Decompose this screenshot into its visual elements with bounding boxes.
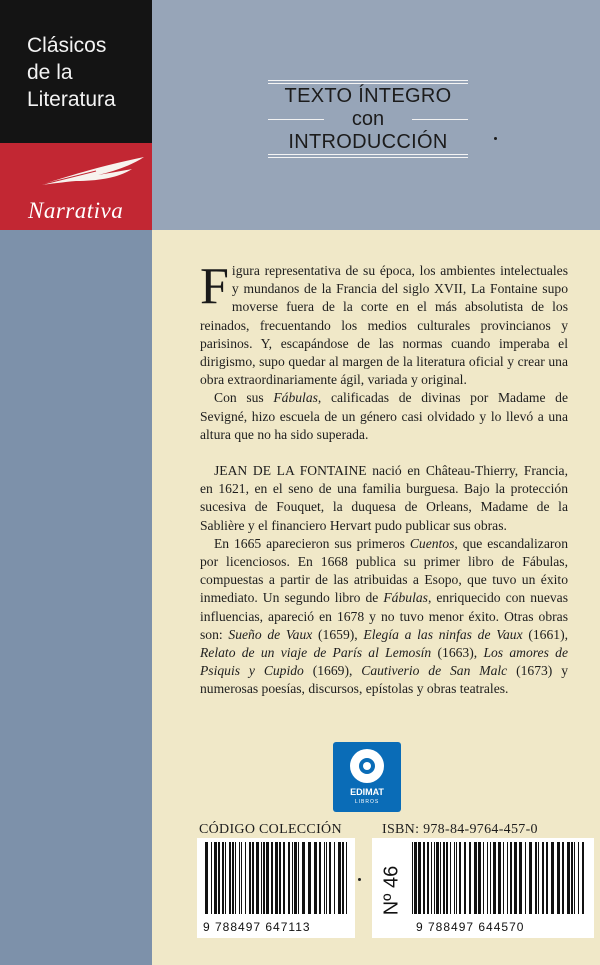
barcode-bar [275,842,278,914]
barcode-bar [525,842,526,914]
bio-paragraph-2: En 1665 aparecieron sus primeros Cuentos, que escandalizaron por licenciosos. En 1668 publica su primer libro de Fábulas, compuestas a partir de las atribuidas a Esopo, que tuvo un éxito inmediato. Un segundo libro de Fábulas, enriquecido con nuevas influencias, apareció en 1678 y no tuvo menor éxito. Otras obras son: Sueño de Vaux (1659), Elegía a las ninfas de Vaux (1661), Relato de un viaje de París al Lemosín (1663), Los amores de Psiquis y Cupido (1669), Cautiverio de San Malc (1673) y numerosas poesías, discursos, epístolas y obras teatrales. [200,535,568,697]
barcode-bar [218,842,220,914]
barcode-bar [225,842,226,914]
barcode-bar [214,842,217,914]
barcode-bar [283,842,285,914]
barcode-bar [329,842,331,914]
barcode-bar [474,842,477,914]
series-title [27,32,147,113]
barcode-bar [507,842,508,914]
stray-mark [358,878,361,881]
barcode-bar [514,842,517,914]
barcode-bar [326,842,327,914]
barcode-bar [546,842,548,914]
collection-code-label: CÓDIGO COLECCIÓN [199,822,342,837]
synopsis-text [200,258,568,699]
barcode-bar [334,842,335,914]
publisher-sub: LIBROS [354,799,380,805]
barcode-bar [487,842,488,914]
quill-icon [36,153,148,189]
barcode-bar [535,842,537,914]
publisher-name: EDIMAT [350,787,384,797]
collection-number: Nº 46 [380,865,403,916]
barcode-bar [557,842,560,914]
barcode-bar [423,842,425,914]
collection-barcode-digits: 9 788497 647113 [203,920,311,934]
barcode-bar [427,842,429,914]
barcode-bar [229,842,231,914]
barcode-bar [205,842,208,914]
barcode-bar [235,842,236,914]
barcode-bar [483,842,484,914]
badge-line1: TEXTO ÍNTEGRO [284,85,452,107]
barcode-bar [418,842,421,914]
barcode-bar [271,842,273,914]
isbn-barcode-digits: 9 788497 644570 [416,920,525,934]
barcode-bar [454,842,455,914]
barcode-bar [338,842,341,914]
barcode-bar [574,842,575,914]
barcode-bar [434,842,435,914]
barcode-bar [542,842,544,914]
barcode-bar [551,842,554,914]
publisher-emblem-icon [350,749,384,783]
badge-bottom-rule [268,154,468,158]
barcode-bar [440,842,441,914]
barcode-bar [308,842,311,914]
barcode-bar [490,842,491,914]
barcode-bar [245,842,246,914]
barcode-bar [294,842,297,914]
barcode-bar [211,842,212,914]
series-title-line2: de la [27,61,73,84]
barcode-bar [252,842,254,914]
barcode-bar [582,842,584,914]
barcode-bar [493,842,496,914]
barcode-bar [292,842,293,914]
series-title-line1: Clásicos [27,34,107,57]
barcode-bar [450,842,451,914]
barcode-bar [266,842,269,914]
barcode-bar [249,842,251,914]
barcode-bar [498,842,501,914]
barcode-bar [478,842,481,914]
barcode-bar [414,842,417,914]
barcode-bar [529,842,532,914]
badge-line2: con [268,108,468,130]
barcode-bar [261,842,262,914]
genre-label: Narrativa [28,198,124,223]
barcode-bar [302,842,305,914]
barcode-bar [567,842,570,914]
stray-dot [494,137,497,140]
synopsis-paragraph-2: Con sus Fábulas, calificadas de divinas por Madame de Sevigné, hizo escuela de un género casi olvidado y lo llevó a una altura que no ha sido superada. [200,390,568,442]
barcode-bar [314,842,317,914]
barcode-bar [279,842,281,914]
barcode-bar [571,842,573,914]
barcode-bar [538,842,539,914]
isbn-label: ISBN: 978-84-9764-457-0 [382,822,538,837]
barcode-bar [346,842,347,914]
isbn-barcode [372,838,594,938]
barcode-bar [443,842,445,914]
barcode-bar [298,842,299,914]
barcode-bar [288,842,290,914]
text-badge [268,80,468,158]
barcode-bar [456,842,457,914]
barcode-bar [324,842,325,914]
badge-line3: INTRODUCCIÓN [288,131,448,153]
drop-cap: F [200,258,229,315]
barcode-bar [319,842,321,914]
barcode-bar [510,842,512,914]
publisher-logo [333,742,401,812]
barcode-bar [263,842,265,914]
barcode-bar [239,842,240,914]
series-title-line3: Literatura [27,88,116,111]
barcode-bar [469,842,471,914]
barcode-bar [232,842,234,914]
barcode-bar [256,842,259,914]
barcode-bar [412,842,413,914]
barcode-bar [578,842,579,914]
barcode-bar [503,842,504,914]
barcode-bar [241,842,242,914]
barcode-bar [464,842,466,914]
barcode-bar [519,842,522,914]
isbn-barcode-bars [372,838,594,918]
bio-paragraph-1: JEAN DE LA FONTAINE nació en Château-Thierry, Francia, en 1621, en el seno de una familia burguesa. Bajo la protección sucesiva de Fouquet, la duquesa de Orleans, Madame de la Sablière y el financiero Hervart pudo publicar sus obras. [200,463,568,533]
barcode-bar [562,842,564,914]
barcode-bar [342,842,344,914]
collection-barcode-bars [197,838,355,918]
barcode-bar [222,842,224,914]
barcode-bar [446,842,448,914]
barcode-bar [431,842,432,914]
synopsis-paragraph-1: Figura representativa de su época, los ambientes intelectuales y mundanos de la Francia del siglo XVII, La Fontaine supo moverse fuera de la corte en el más absolutista de los reinados, frecuentando los medios culturales provincianos y parisinos. Y, escapándose de las normas cuando imperaba el dirigismo, supo quedar al margen de la literatura oficial y crear una obra extraordinariamente ágil, variada y original. [200,258,568,388]
barcode-bar [436,842,439,914]
barcode-bar [459,842,461,914]
collection-barcode [197,838,355,938]
